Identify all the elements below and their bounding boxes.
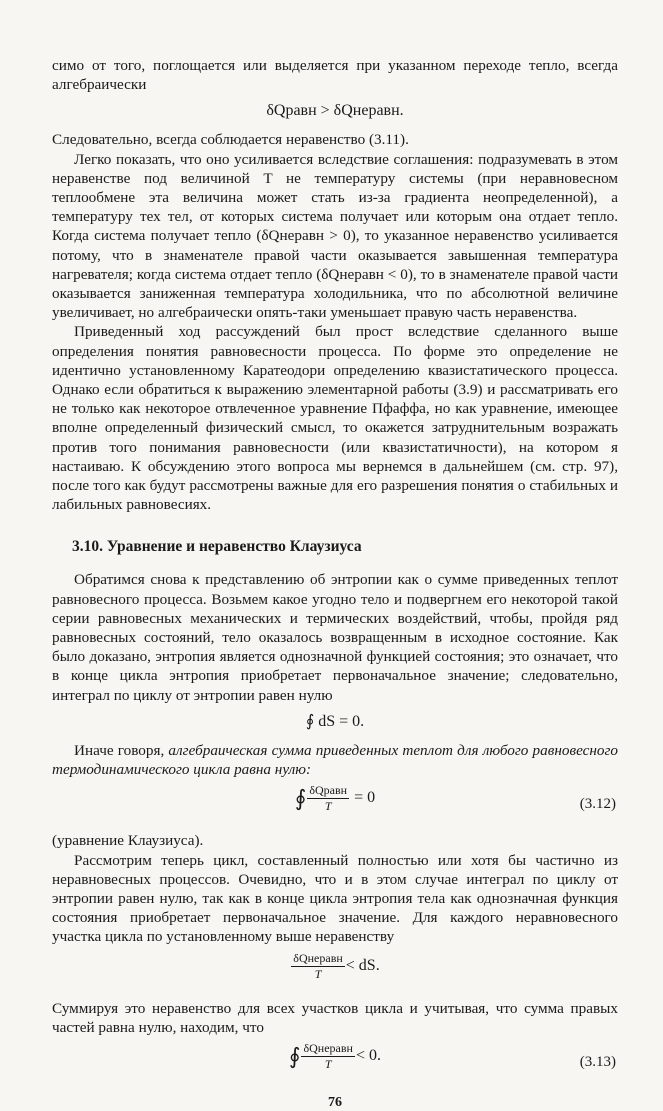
paragraph: Обратимся снова к представлению об энтропии как о сумме приведенных теплот равновесного процесса. Возьмем какое угодно тело и подвергнем его некоторой такой серии равновесных механических и термических воздействий, чтобы, пройдя ряд равновесных состояний, тело оказалось возвращенным в исходное состояние. Как было доказано, энтропия является однозначной функцией состояния; это означает, что в конце цикла энтропия приобретает первоначальное значение; следовательно, интеграл по циклу от энтропии равен нулю bbox=[52, 571, 618, 704]
paragraph: симо от того, поглощается или выделяется при указанном переходе тепло, всегда алгебраически bbox=[52, 57, 618, 94]
denominator: T bbox=[324, 799, 332, 814]
paragraph: (уравнение Клаузиуса). bbox=[52, 832, 204, 850]
contour-integral-symbol: ∮ bbox=[289, 1043, 301, 1069]
paragraph bbox=[52, 741, 618, 779]
equation-number: (3.13) bbox=[579, 1053, 616, 1070]
fraction bbox=[307, 783, 349, 814]
contour-integral-symbol: ∮ bbox=[294, 785, 307, 811]
formula-rhs: = 0 bbox=[354, 789, 376, 807]
paragraph: Легко показать, что оно усиливается вследствие соглашения: подразумевать в этом неравенстве под величиной T не температуру системы (при неравновесном теплообмене эта величина может стать из-за градиента неопределенной), а температуру тех тел, от которых система получает или которым она отдает тепло. Когда система получает тепло (δQнеравн > 0), то указанное неравенство усиливается потому, что в знаменателе правой части оказывается завышенная температура нагревателя; когда система отдает тепло (δQнеравн < 0), то в знаменателе правой части оказывается заниженная температура холодильника, что по абсолютной величине увеличивает, но алгебраически опять-таки уменьшает правую часть неравенства. bbox=[52, 150, 618, 322]
formula-clausius-equation bbox=[52, 783, 618, 825]
page-number: 76 bbox=[328, 1094, 342, 1110]
equation-number: (3.12) bbox=[579, 796, 616, 813]
denominator: T bbox=[324, 1056, 332, 1071]
formula-entropy-cycle: ∮ dS = 0. bbox=[305, 712, 365, 730]
section-heading: 3.10. Уравнение и неравенство Клаузиуса bbox=[72, 538, 362, 556]
formula-inequality: δQравн > δQнеравн. bbox=[266, 102, 404, 120]
formula-rhs: < dS. bbox=[345, 956, 380, 974]
fraction bbox=[301, 1041, 354, 1072]
formula-clausius-inequality bbox=[52, 1041, 618, 1083]
fraction bbox=[291, 951, 344, 982]
numerator: δQравн bbox=[309, 783, 348, 798]
paragraph: Приведенный ход рассуждений был прост вследствие сделанного выше определения понятия равновесности процесса. По форме это определение не идентично установленному Каратеодори определению квазистатического процесса. Однако если обратиться к выражению элементарной работы (3.9) и рассматривать его не только как некоторое отвлеченное уравнение Пфаффа, но как уравнение, имеющее вполне определенный физический смысл, то окажется затруднительным возражать против того понимания равновесности (или квазистатичности), на котором я настаиваю. К обсуждению этого вопроса мы вернемся в дальнейшем (см. стр. 97), после того как будут рассмотрены важные для его разрешения понятия о стабильных и лабильных равновесиях. bbox=[52, 323, 618, 514]
formula-rhs: < 0. bbox=[355, 1047, 381, 1065]
denominator: T bbox=[314, 966, 322, 981]
numerator: δQнеравн bbox=[303, 1040, 353, 1055]
emphasis-text: алгебраическая сумма приведенных теплот для любого равновесного термодинамического цикла равна нулю: bbox=[52, 741, 618, 779]
paragraph-lead: Иначе говоря, bbox=[74, 741, 169, 759]
page-content bbox=[52, 56, 618, 1111]
paragraph: Суммируя это неравенство для всех участков цикла и учитывая, что сумма правых частей равна нулю, находим, что bbox=[52, 999, 618, 1036]
formula-inequality-ds bbox=[52, 951, 618, 993]
numerator: δQнеравн bbox=[293, 950, 343, 965]
paragraph: Следовательно, всегда соблюдается неравенство (3.11). bbox=[52, 131, 409, 149]
paragraph: Рассмотрим теперь цикл, составленный полностью или хотя бы частично из неравновесных процессов. Очевидно, что и в этом случае интеграл по циклу от энтропии равен нулю, так как в конце цикла энтропия тела как однозначная функция состояния приобретает первоначальное значение. Для каждого неравновесного участка цикла по установленному выше неравенству bbox=[52, 851, 618, 946]
